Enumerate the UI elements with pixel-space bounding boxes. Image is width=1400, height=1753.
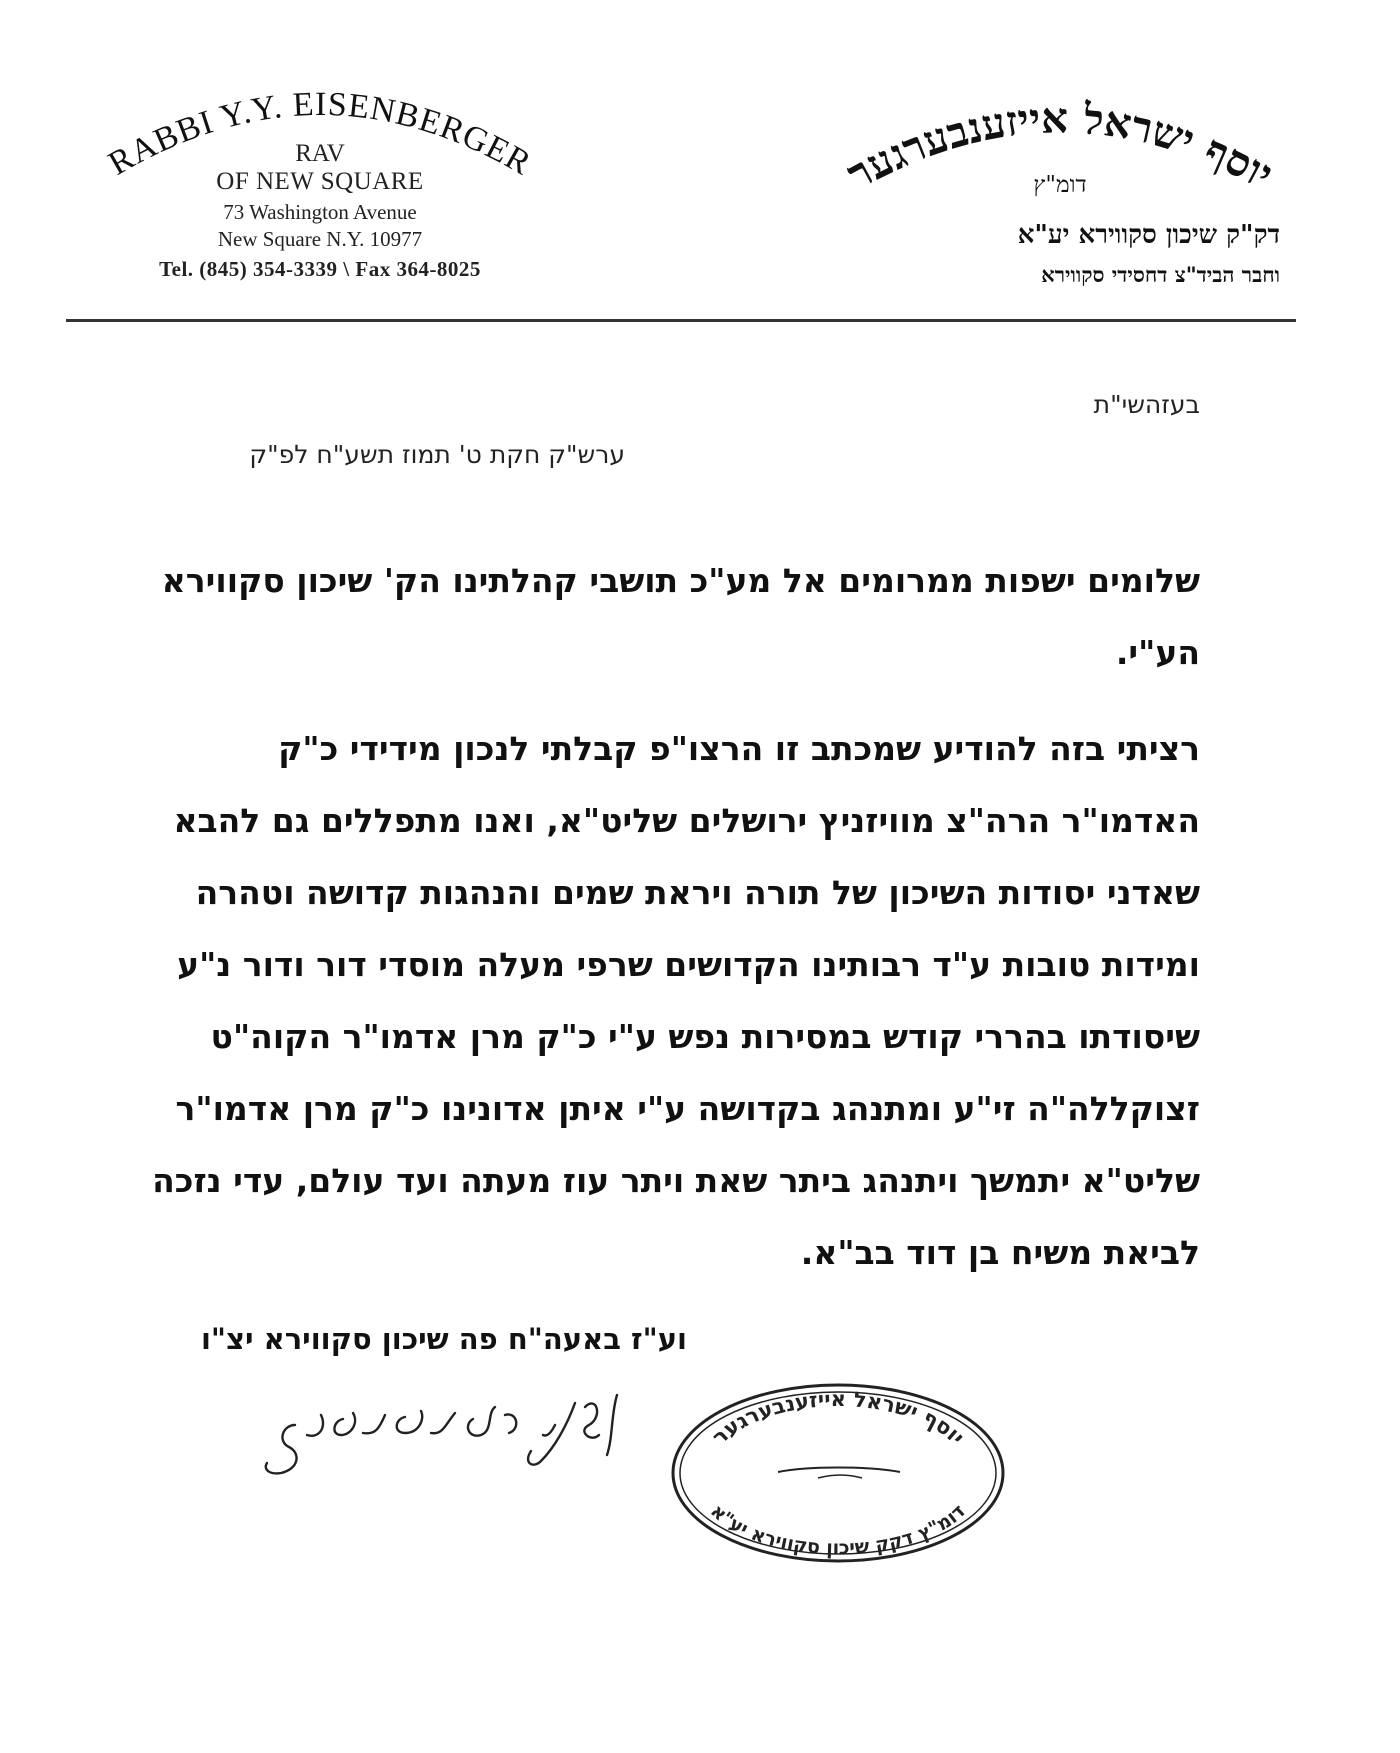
svg-text:דומ"ץ דקק שיכון סקווירא יע"א: דומ"ץ דקק שיכון סקווירא יע"א (706, 1499, 970, 1560)
body-line: רציתי בזה להודיע שמכתב זו הרצו"פ קבלתי לנכון מידידי כ"ק (278, 729, 1200, 768)
body-paragraph (140, 713, 1200, 1289)
greeting-line: הע"י. (1115, 633, 1200, 672)
letter-date: ערש"ק חקת ט' תמוז תשע"ח לפ"ק (249, 440, 625, 469)
body-line: שאדני יסודות השיכון של תורה ויראת שמים והנהגות קדושה וטהרה (195, 873, 1200, 912)
handwritten-signature (255, 1385, 635, 1495)
hebrew-title: דומ"ץ (1033, 172, 1087, 198)
svg-text:יוסף ישראל אייזענבערגער: יוסף ישראל אייזענבערגער (707, 1386, 970, 1450)
address-line-1: 73 Washington Avenue (223, 200, 417, 224)
body-line: זצוקללה"ה זי"ע ומתנהג בקדושה ע"י איתן אדונינו כ"ק מרן אדמו"ר (175, 1089, 1200, 1128)
rabbinical-stamp (668, 1380, 1008, 1566)
rabbi-name: RABBI Y.Y. EISENBERGER (102, 85, 538, 183)
letterhead-divider (66, 319, 1296, 322)
greeting-paragraph (140, 545, 1200, 689)
greeting-line: שלומים ישפות ממרומים אל מע"כ תושבי קהלתינו הק' שיכון סקווירא (161, 561, 1200, 600)
body-line: האדמו"ר הרה"צ מוויזניץ ירושלים שליט"א, ואנו מתפללים גם להבא (173, 801, 1200, 840)
hebrew-community: דק"ק שיכון סקווירא יע"א (1017, 220, 1280, 250)
address-line-2: New Square N.Y. 10977 (217, 227, 423, 251)
closing-line: וע"ז באעה"ח פה שיכון סקווירא יצ"ו (200, 1322, 687, 1356)
body-line: שליט"א יתמשך ויתנהג ביתר שאת ויתר עוז מעתה ועד עולם, עדי נזכה (152, 1161, 1200, 1200)
hebrew-letterhead (840, 80, 1280, 300)
body-line: לביאת משיח בן דוד בב"א. (800, 1233, 1200, 1272)
english-title: RAV (295, 140, 345, 167)
english-letterhead (90, 60, 550, 290)
hebrew-rabbi-name: יוסף ישראל אייזענבערגער (838, 93, 1282, 200)
hebrew-membership: וחבר הביד"צ דחסידי סקווירא (1041, 262, 1280, 287)
contact-line: Tel. (845) 354-3339 \ Fax 364-8025 (159, 257, 481, 281)
opening-abbreviation: בעזהשי"ת (1093, 390, 1200, 419)
body-line: שיסודתו בהררי קודש במסירות נפש ע"י כ"ק מרן אדמו"ר הקוה"ט (210, 1017, 1200, 1056)
english-community: OF NEW SQUARE (216, 168, 424, 195)
body-line: ומידות טובות ע"ד רבותינו הקדושים שרפי מעלה מוסדי דור ודור נ"ע (177, 945, 1200, 984)
